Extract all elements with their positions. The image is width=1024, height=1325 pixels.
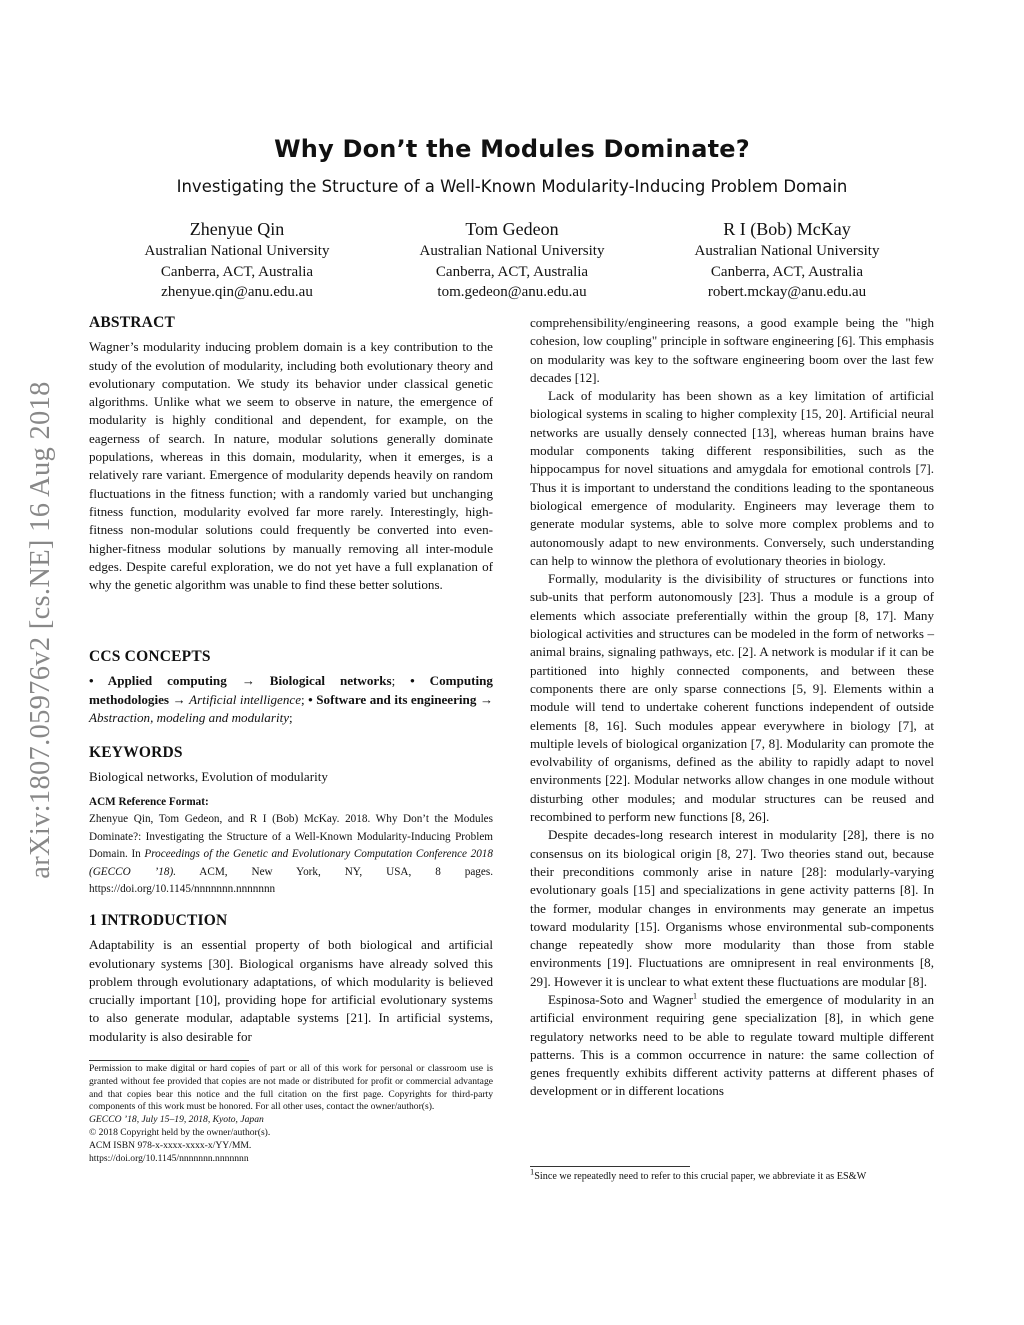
abstract-section (89, 314, 493, 594)
acm-reference-text (89, 811, 493, 898)
isbn-line: ACM ISBN 978-x-xxxx-xxxx-x/YY/MM. (89, 1139, 252, 1151)
introduction-section (89, 912, 493, 1046)
author-location: Canberra, ACT, Australia (435, 263, 589, 280)
ccs-term: • Computing methodologies (89, 673, 493, 707)
paper-title: Why Don’t the Modules Dominate? (274, 135, 750, 163)
body-paragraph (530, 991, 934, 1101)
author-affiliation: Australian National University (144, 243, 330, 259)
footnote (530, 1166, 934, 1183)
footnote-marker: 1 (692, 991, 697, 1001)
ccs-term: Abstraction, modeling and modularity (89, 709, 290, 725)
right-column (530, 314, 934, 1101)
footnote-number: 1 (530, 1166, 535, 1177)
abstract-text: Wagner’s modularity inducing problem domain is a key contribution to the study of the evolution of modularity, including both evolutionary theory and evolutionary computation. We study its behavior under classical genetic algorithms. Unlike what we seem to observe in nature, the emergence of modularity is highly conditional and dependent, for example, on the eagerness of search. In nature, modular solutions generally dominate populations, whereas in this domain, modularity, when it emerges, is a relatively rare variant. Emergence of modularity depends heavily on random fluctuations in the fitness function; with a randomly varied but unchanging fitness function, modularity evolved far more rarely. Interestingly, high-fitness non-modular solutions could frequently be converted into even-higher-fitness modular solutions by manually removing all inter-module edges. Despite careful exploration, we do not yet have a full explanation of why the genetic algorithm was unable to find these better solutions. (89, 339, 493, 593)
author-block-2 (382, 218, 642, 303)
acm-reference-heading: ACM Reference Format: (89, 796, 209, 808)
author-location: Canberra, ACT, Australia (160, 263, 314, 280)
ccs-heading: CCS CONCEPTS (89, 648, 211, 665)
copyright-line: © 2018 Copyright held by the owner/author(s). (89, 1126, 271, 1138)
body-paragraph: comprehensibility/engineering reasons, a good example being the "high cohesion, low coupling" principle in software engineering [6]. This emphasis on modularity was key to the software engineering boom over the last few decades [12]. (530, 315, 935, 385)
doi-line: https://doi.org/10.1145/nnnnnnn.nnnnnnn (89, 1152, 249, 1164)
arxiv-stamp-text: arXiv:1807.05976v2 [cs.NE] 16 Aug 2018 (25, 381, 56, 879)
footnote-text: Since we repeatedly need to refer to this crucial paper, we abbreviate it as ES&W (534, 1171, 867, 1182)
ccs-separator: ; (391, 673, 411, 689)
author-block-1 (107, 218, 367, 303)
body-paragraph: Lack of modularity has been shown as a key limitation of artificial biological systems in scaling to higher complexity [15, 20]. Artificial neural networks are usually densely connected [13], whereas human brains have modular components taking different responsibilities, such as the hippocampus for novel situations and amygdala for emotional controls [7]. Thus it is important to understand the conditions leading to the spontaneous biological emergence of modularity. Engineers may leverage them to generate modular systems, able to solve more complex problems and to autonomously adapt to new environments. Conversely, such understanding can help to winnow the plethora of evolutionary theories in biology. (530, 388, 934, 568)
ccs-arrow: → (172, 691, 186, 707)
body-paragraph: Despite decades-long research interest in modularity [28], there is no consensus on its biological origin [8, 27]. Two theories stand out, because their preconditions commonly arise in nature [28]: modularly-varying evolutionary goals [15] and specializations in gene activity patterns [8]. In the former, modular changes in environments may generate an impetus toward modularity [15]. Organisms whose environmental sub-components change repeatedly show more modularity than those from stable environments [19]. Fluctuations are omnipresent in real environments [8, 29]. However it is unclear to what extent these fluctuations are modular [8]. (530, 827, 934, 989)
keywords-section (89, 744, 493, 787)
paper-subtitle: Investigating the Structure of a Well-Known Modularity-Inducing Problem Domain (176, 177, 848, 196)
ccs-separator: ; (301, 691, 309, 707)
author-name: Zhenyue Qin (189, 219, 285, 239)
author-affiliation: Australian National University (419, 243, 605, 259)
author-location: Canberra, ACT, Australia (710, 263, 864, 280)
acm-reference-venue: Proceedings of the Genetic and Evolutionary Computation Conference 2018 (GECCO ’18). (89, 848, 493, 878)
body-paragraph: Formally, modularity is the divisibility of structures or functions into sub-units that perform autonomously [23]. Thus a module is a group of elements which associate preferentially within the group [8, 17]. Many biological activities and structures can be modeled in the form of networks – animal brains, signaling pathways, etc. [2]. A network is modular if it can be partitioned into highly connected components, and between these components there are only sparse connections [5, 9]. Elements within a module will tend to undertake coherent functions independent of outside elements [8, 16]. Such modules appear everywhere in biology [7], at multiple levels of biological organization [7, 8]. Modularity can promote the evolvability of organisms, defined as the ability to rapidly adapt to novel environments [22]. Modular networks allow changes in one module without disturbing other modules; and modular structures can be reused and recombined to perform new functions [8, 26]. (530, 571, 934, 825)
author-block-3 (657, 218, 917, 303)
acm-reference-section (89, 794, 493, 898)
introduction-heading: 1 INTRODUCTION (89, 912, 228, 929)
introduction-paragraph: Adaptability is an essential property of both biological and artificial evolutionary systems [30]. Biological organisms have already solved this problem through evolutionary adaptations, of which modularity is believed crucially important [10], providing hope for artificial evolutionary systems to also generate modular, adaptable systems [21]. In artificial systems, modularity is also desirable for (89, 937, 493, 1044)
ccs-text (89, 672, 493, 727)
author-email: robert.mckay@anu.edu.au (707, 284, 867, 300)
abstract-heading: ABSTRACT (89, 314, 176, 331)
ccs-term: • Software and its engineering (308, 691, 477, 707)
author-affiliation: Australian National University (694, 243, 880, 259)
permission-notice (89, 1063, 493, 1165)
keywords-heading: KEYWORDS (89, 744, 183, 761)
footnote-rule (530, 1166, 690, 1167)
ccs-term: • Applied computing (89, 673, 227, 689)
ccs-term: Biological networks (269, 673, 392, 689)
ccs-arrow: → (241, 673, 255, 689)
acm-reference-details: ACM, New York, NY, USA, 8 pages. https://doi.org/10.1145/nnnnnnn.nnnnnnn (89, 865, 493, 896)
ccs-end: ; (289, 709, 293, 725)
ccs-arrow: → (479, 691, 493, 707)
arxiv-stamp (8, 300, 74, 960)
ccs-concepts-section (89, 648, 493, 727)
footnote-rule (89, 1060, 249, 1061)
author-name: R I (Bob) McKay (723, 219, 851, 239)
keywords-text: Biological networks, Evolution of modularity (89, 769, 328, 785)
permission-text: Permission to make digital or hard copies of part or all of this work for personal or classroom use is granted without fee provided that copies are not made or distributed for profit or commercial advantage and that copies bear this notice and the full citation on the first page. Copyrights for third-party components of this work must be honored. For all other uses, contact the owner/author(s). (89, 1063, 493, 1113)
author-name: Tom Gedeon (465, 219, 559, 239)
paragraph-text: Espinosa-Soto and Wagner (548, 991, 693, 1007)
ccs-term: Artificial intelligence (189, 691, 302, 707)
author-email: zhenyue.qin@anu.edu.au (161, 284, 313, 300)
conference-info: GECCO ’18, July 15–19, 2018, Kyoto, Japan (89, 1114, 264, 1126)
author-email: tom.gedeon@anu.edu.au (437, 284, 587, 300)
paragraph-text: studied the emergence of modularity in an artificial environment requiring gene specialization [8], in which gene regulatory networks need to be able to regulate toward multiple different patterns. This is a common occurrence in nature: the same collection of genes frequently exhibits different activity patterns at different phases of development or in different locations (530, 991, 934, 1099)
acm-reference-authors: Zhenyue Qin, Tom Gedeon, and R I (Bob) McKay. 2018. Why Don’t the Modules Dominate?: Investigating the Structure of a Well-Known Modularity-Inducing Problem Domain. In (89, 813, 493, 861)
